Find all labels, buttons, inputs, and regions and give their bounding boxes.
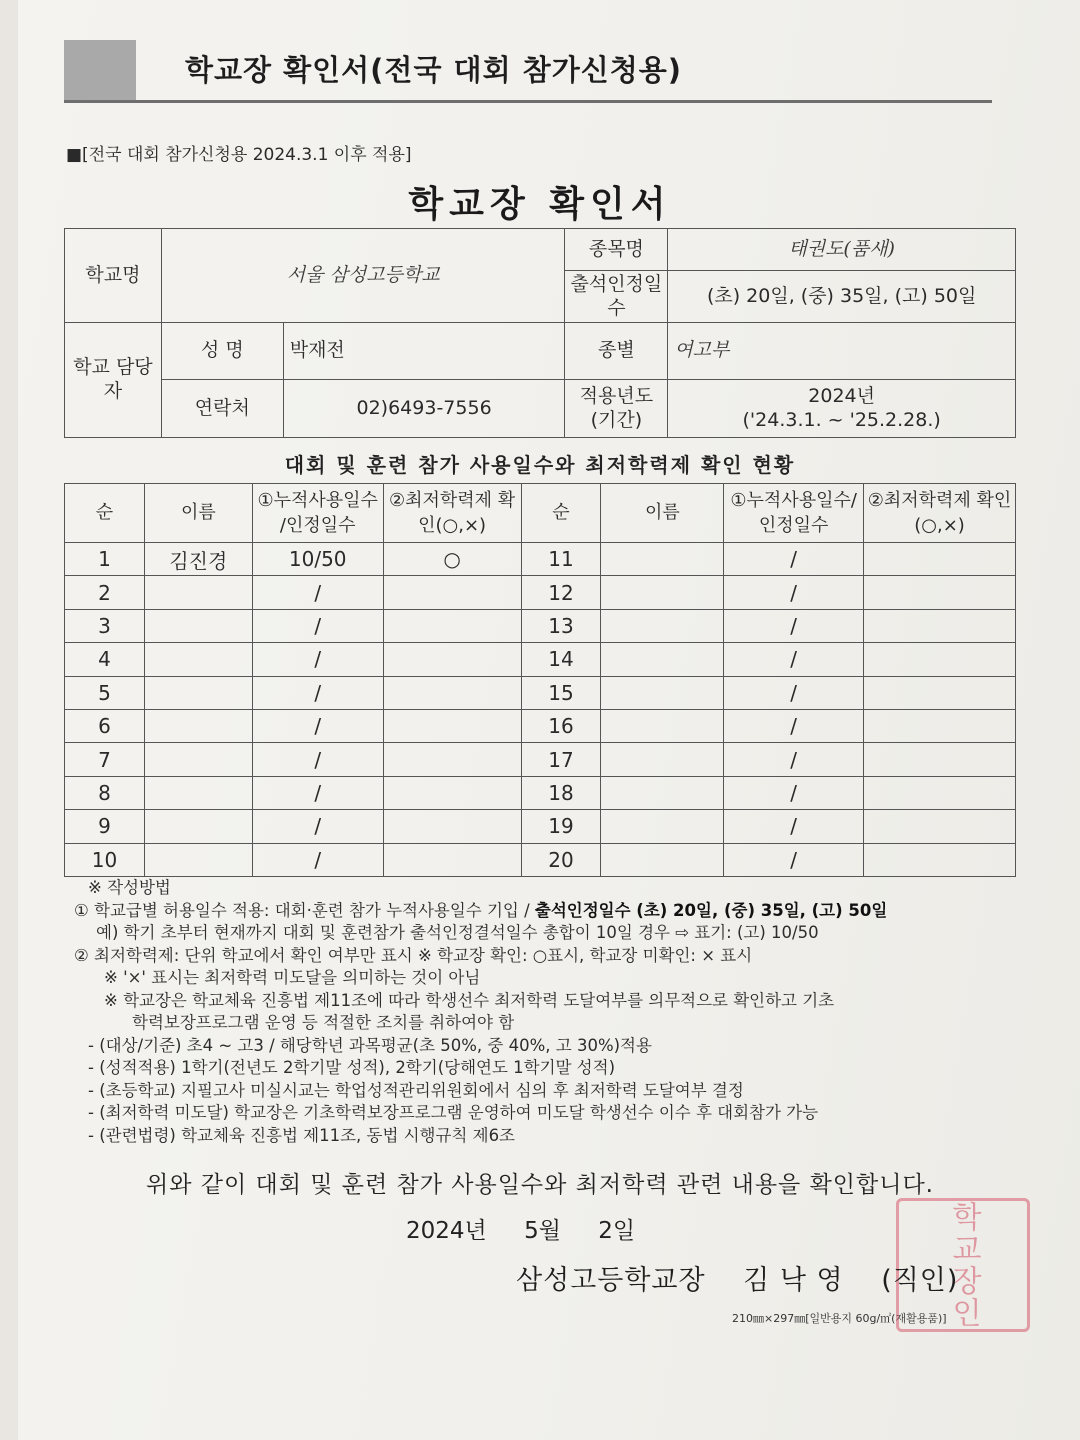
athlete-name-cell	[601, 643, 724, 676]
school-info-table	[64, 228, 1016, 438]
row-number-cell: 11	[521, 543, 601, 576]
note-2-b2: 학력보장프로그램 운영 등 적절한 조치를 취하여야 함	[132, 1013, 515, 1032]
principal-title: 삼성고등학교장	[516, 1265, 706, 1296]
min-academic-check-cell	[864, 576, 1016, 609]
detail-5: - (관련법령) 학교체육 진흥법 제11조, 동법 시행규칙 제6조	[88, 1125, 515, 1145]
athlete-name-cell: 김진경	[144, 543, 252, 576]
athlete-name-cell	[601, 776, 724, 809]
table-row	[65, 643, 1016, 676]
header-check-right: ②최저학력제 확인(○,×)	[864, 484, 1016, 543]
header-divider	[64, 100, 992, 103]
row-number-cell: 13	[521, 609, 601, 642]
note-1-bold: 출석인정일수 (초) 20일, (중) 35일, (고) 50일	[534, 900, 888, 920]
row-number-cell: 12	[521, 576, 601, 609]
min-academic-check-cell	[383, 776, 521, 809]
athlete-name-cell	[601, 576, 724, 609]
row-number-cell: 7	[65, 743, 145, 776]
table-row	[65, 676, 1016, 709]
seal-label: (직인)	[881, 1265, 959, 1296]
event-label: 종목명	[565, 229, 668, 271]
year-cell	[668, 380, 1016, 438]
min-academic-check-cell	[864, 843, 1016, 876]
min-academic-check-cell	[383, 576, 521, 609]
paper-spec: 210㎜×297㎜[일반용지 60g/㎡(재활용품)]	[732, 1312, 947, 1325]
days-used-cell: /	[252, 776, 383, 809]
days-used-cell: /	[724, 709, 864, 742]
athlete-name-cell	[601, 743, 724, 776]
date-day: 2일	[598, 1218, 636, 1244]
days-used-cell: 10/50	[252, 543, 383, 576]
row-number-cell: 16	[521, 709, 601, 742]
applicability-note: ■[전국 대회 참가신청용 2024.3.1 이후 적용]	[66, 145, 412, 165]
attendance-value: (초) 20일, (중) 35일, (고) 50일	[668, 271, 1016, 323]
note-2: ② 최저학력제: 단위 학교에서 확인 여부만 표시 ※ 학교장 확인: ○표시, 학교장 미확인: × 표시	[74, 945, 753, 965]
row-number-cell: 3	[65, 609, 145, 642]
page-title: 학교장 확인서	[408, 184, 672, 225]
contact-label: 연락처	[161, 380, 283, 438]
table-row	[65, 576, 1016, 609]
days-used-cell: /	[724, 810, 864, 843]
row-number-cell: 14	[521, 643, 601, 676]
table-row	[65, 810, 1016, 843]
header-title: 학교장 확인서(전국 대회 참가신청용)	[185, 53, 683, 87]
date-year: 2024년	[406, 1218, 487, 1244]
row-number-cell: 4	[65, 643, 145, 676]
confirmation-statement: 위와 같이 대회 및 훈련 참가 사용일수와 최저학력 관련 내용을 확인합니다.	[146, 1172, 934, 1198]
days-used-cell: /	[724, 743, 864, 776]
name-label: 성 명	[161, 323, 283, 380]
days-used-cell: /	[724, 676, 864, 709]
row-number-cell: 18	[521, 776, 601, 809]
days-used-cell: /	[252, 810, 383, 843]
min-academic-check-cell	[864, 810, 1016, 843]
year-label: 적용년도 (기간)	[565, 380, 668, 438]
athlete-name-cell	[601, 810, 724, 843]
days-used-cell: /	[724, 543, 864, 576]
header-days-right: ①누적사용일수/ 인정일수	[724, 484, 864, 543]
athlete-name-cell	[601, 843, 724, 876]
days-used-cell: /	[724, 576, 864, 609]
athlete-name-cell	[144, 609, 252, 642]
days-used-cell: /	[252, 676, 383, 709]
min-academic-check-cell	[864, 643, 1016, 676]
min-academic-check-cell	[864, 609, 1016, 642]
date-month: 5월	[524, 1218, 561, 1244]
days-used-cell: /	[724, 643, 864, 676]
min-academic-check-cell	[383, 609, 521, 642]
table-row	[65, 609, 1016, 642]
school-name-value: 서울 삼성고등학교	[161, 229, 565, 323]
notes-heading: ※ 작성방법	[88, 878, 171, 897]
detail-3: - (초등학교) 지필고사 미실시교는 학업성적관리위원회에서 심의 후 최저학력 도달여부 결정	[88, 1080, 744, 1100]
row-number-cell: 20	[521, 843, 601, 876]
issue-date	[406, 1212, 635, 1245]
athlete-name-cell	[601, 609, 724, 642]
instructions	[74, 877, 1034, 1147]
row-number-cell: 2	[65, 576, 145, 609]
min-academic-check-cell	[383, 676, 521, 709]
period-value: ('24.3.1. ~ '25.2.28.)	[742, 408, 941, 431]
row-number-cell: 19	[521, 810, 601, 843]
athlete-name-cell	[144, 810, 252, 843]
days-used-cell: /	[724, 843, 864, 876]
days-used-cell: /	[252, 743, 383, 776]
days-used-cell: /	[252, 709, 383, 742]
athlete-name-cell	[601, 676, 724, 709]
days-used-cell: /	[252, 843, 383, 876]
days-used-cell: /	[724, 609, 864, 642]
min-academic-check-cell	[383, 709, 521, 742]
detail-1: - (대상/기준) 초4 ~ 고3 / 해당학년 과목평균(초 50%, 중 40%, 고 30%)적용	[88, 1035, 652, 1055]
athlete-name-cell	[144, 709, 252, 742]
note-1-example: 예) 학기 초부터 현재까지 대회 및 훈련참가 출석인정결석일수 총합이 10일 경우 ⇨ 표기: (고) 10/50	[96, 923, 819, 942]
note-2-b1: ※ 학교장은 학교체육 진흥법 제11조에 따라 학생선수 최저학력 도달여부를 의무적으로 확인하고 기초	[104, 990, 835, 1010]
principal-name: 김 낙 영	[743, 1265, 844, 1296]
section-title: 대회 및 훈련 참가 사용일수와 최저학력제 확인 현황	[284, 453, 796, 477]
header-no-right: 순	[521, 484, 601, 543]
year-value: 2024년	[808, 384, 876, 407]
min-academic-check-cell	[383, 743, 521, 776]
athlete-name-cell	[144, 576, 252, 609]
athlete-name-cell	[144, 743, 252, 776]
row-number-cell: 10	[65, 843, 145, 876]
header-name-right: 이름	[601, 484, 724, 543]
note-1-text: ① 학교급별 허용일수 적용: 대회·훈련 참가 누적사용일수 기입 /	[74, 900, 535, 920]
min-academic-check-cell	[864, 676, 1016, 709]
min-academic-check-cell	[864, 543, 1016, 576]
detail-4: - (최저학력 미도달) 학교장은 기초학력보장프로그램 운영하여 미도달 학생선수 이수 후 대회참가 가능	[88, 1103, 819, 1122]
days-used-cell: /	[252, 609, 383, 642]
min-academic-check-cell: ○	[383, 543, 521, 576]
row-number-cell: 6	[65, 709, 145, 742]
signature-line	[516, 1258, 986, 1297]
event-value: 태권도(품새)	[668, 229, 1016, 271]
table-row	[65, 776, 1016, 809]
athlete-name-cell	[144, 643, 252, 676]
header-no-left: 순	[65, 484, 145, 543]
min-academic-check-cell	[864, 743, 1016, 776]
min-academic-check-cell	[864, 709, 1016, 742]
table-row	[65, 543, 1016, 576]
contact-value: 02)6493-7556	[283, 380, 565, 438]
row-number-cell: 9	[65, 810, 145, 843]
row-number-cell: 5	[65, 676, 145, 709]
days-used-cell: /	[252, 643, 383, 676]
athlete-name-cell	[601, 709, 724, 742]
category-value: 여고부	[668, 323, 1016, 380]
days-used-cell: /	[724, 776, 864, 809]
note-2-a: ※ '×' 표시는 최저학력 미도달을 의미하는 것이 아님	[104, 968, 481, 987]
min-academic-check-cell	[864, 776, 1016, 809]
header-check-left: ②최저학력제 확인(○,×)	[383, 484, 521, 543]
header-block	[64, 40, 136, 100]
school-name-label: 학교명	[65, 229, 162, 323]
table-row	[65, 743, 1016, 776]
table-row	[65, 709, 1016, 742]
name-value: 박재전	[283, 323, 565, 380]
athlete-name-cell	[601, 543, 724, 576]
min-academic-check-cell	[383, 843, 521, 876]
athlete-name-cell	[144, 776, 252, 809]
header-days-left: ①누적사용일수 /인정일수	[252, 484, 383, 543]
row-number-cell: 8	[65, 776, 145, 809]
detail-2: - (성적적용) 1학기(전년도 2학기말 성적), 2학기(당해연도 1학기말 성적)	[88, 1058, 616, 1077]
row-number-cell: 17	[521, 743, 601, 776]
row-number-cell: 15	[521, 676, 601, 709]
min-academic-check-cell	[383, 810, 521, 843]
days-used-cell: /	[252, 576, 383, 609]
category-label: 종별	[565, 323, 668, 380]
attendance-label: 출석인정일수	[565, 271, 668, 323]
official-seal-stamp: 학교장인	[896, 1198, 1030, 1332]
row-number-cell: 1	[65, 543, 145, 576]
min-academic-check-cell	[383, 643, 521, 676]
usage-status-table	[64, 483, 1016, 877]
manager-label: 학교 담당자	[65, 323, 162, 438]
athlete-name-cell	[144, 676, 252, 709]
header-name-left: 이름	[144, 484, 252, 543]
athlete-name-cell	[144, 843, 252, 876]
note-1	[74, 900, 1034, 923]
table-row	[65, 843, 1016, 876]
